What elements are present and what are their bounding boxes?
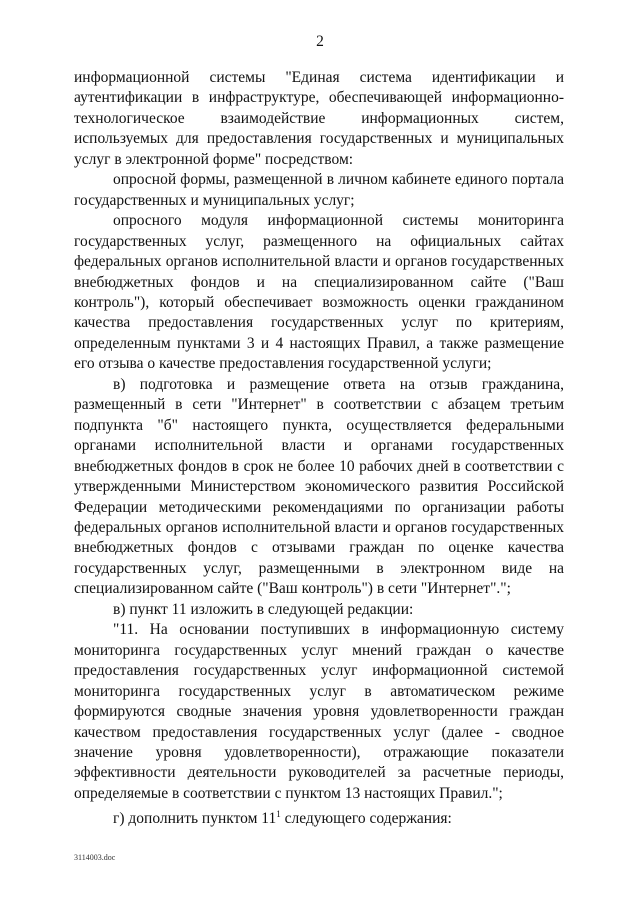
paragraph-survey-form: опросной формы, размещенной в личном кабинете единого портала государственных и муниципальных услуг; [74, 171, 564, 209]
document-filename: 3114003.doc [74, 853, 116, 862]
paragraph-survey-module: опросного модуля информационной системы мониторинга государственных услуг, размещенного на официальных сайтах федеральных органов исполнительной власти и органов государственных внебюджетных фондов и на специализированном сайте ("Ваш контроль"), который обеспечивает возможность оценки гражданином качества предоставления государственных услуг по критериям, определенным пунктами 3 и 4 настоящих Правил, а также размещение его отзыва о качестве предоставления государственной услуги; [74, 212, 564, 373]
paragraph-continuation: информационной системы "Единая система идентификации и аутентификации в инфраструктуре, обеспечивающей информационно-технологическое взаимодействие информационных систем, используемых для предоставления государственных и муниципальных услуг в электронной форме" посредством: [74, 69, 564, 168]
item-g-text: г) дополнить пунктом 11 [113, 810, 277, 828]
paragraph-item-v-point-11: в) пункт 11 изложить в следующей редакции: [113, 600, 414, 618]
item-g-superscript: 1 [276, 809, 281, 820]
page-number: 2 [316, 33, 324, 50]
paragraph-item-g [74, 804, 564, 830]
paragraph-point-11-text: "11. На основании поступивших в информационную систему мониторинга государственных услуг мнений граждан о качестве предоставления государственных услуг информационной системой мониторинга государственных услуг в автоматическом режиме формируются сводные значения уровня удовлетворенности граждан качеством предоставления государственных услуг (далее - сводное значение уровня удовлетворенности), отражающие показатели эффективности деятельности руководителей за расчетные периоды, определяемые в соответствии с пунктом 13 настоящих Правил."; [74, 621, 564, 802]
paragraph-item-v-response: в) подготовка и размещение ответа на отзыв гражданина, размещенный в сети "Интернет" в соответствии с абзацем третьим подпункта "б" настоящего пункта, осуществляется федеральными органами исполнительной власти и органами государственных внебюджетных фондов в срок не более 10 рабочих дней в соответствии с утвержденными Министерством экономического развития Российской Федерации методическими рекомендациями по организации работы федеральных органов исполнительной власти и органов государственных внебюджетных фондов с отзывами граждан по оценке качества государственных услуг, размещенными в электронном виде на специализированном сайте ("Ваш контроль") в сети "Интернет"."; [74, 375, 564, 598]
document-body [74, 68, 564, 830]
item-g-text-end: следующего содержания: [280, 810, 452, 828]
